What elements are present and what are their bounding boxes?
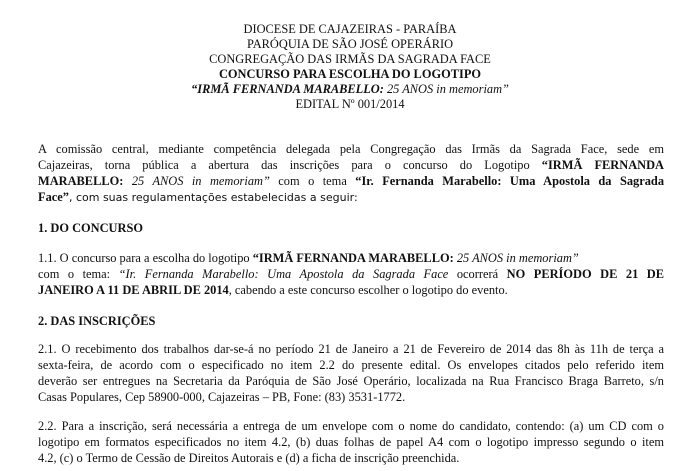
section-1-line-1 xyxy=(38,250,664,266)
section-1-line-2 xyxy=(38,266,664,282)
intro-line-2-text: Cajazeiras, torna pública a abertura das inscrições para o concurso do Logotipo xyxy=(38,158,542,172)
section-1-period-start: NO PERÍODO DE 21 DE xyxy=(506,267,665,281)
section-1-line-3 xyxy=(38,282,664,298)
intro-line-1: A comissão central, mediante competência delegada pela Congregação das Irmãs da Sagrada Face, sede em xyxy=(38,142,664,156)
intro-line-3-text: com o tema xyxy=(269,174,356,188)
section-1-theme: “Ir. Fernanda Marabello: Uma Apostola da Sagrada Face xyxy=(118,267,449,281)
intro-line-4 xyxy=(38,189,664,206)
intro-logo-name-start: “IRMÃ FERNANDA xyxy=(541,158,664,172)
intro-line-4-text: , com suas regulamentações estabelecidas a seguir: xyxy=(68,191,358,204)
header-title-bold: “IRMÃ FERNANDA MARABELLO: xyxy=(191,82,384,96)
section-2-p2-line-1: 2.2. Para a inscrição, será necessária a entrega de um envelope com o nome do candidato, contendo: (a) um CD com o xyxy=(38,419,664,433)
section-2-p1-line-1: 2.1. O recebimento dos trabalhos dar-se-á no período 21 de Janeiro a 21 de Fevereiro de 2014 das 8h às 11h de terça a xyxy=(38,342,664,356)
section-2-p2-line-2: logotipo em formatos especificados no item 4.2, (b) duas folhas de papel A4 com o logotipo impresso segundo o item xyxy=(38,435,664,449)
section-1-logo-subtitle: 25 ANOS in memoriam” xyxy=(453,251,579,265)
intro-logo-subtitle: 25 ANOS in memoriam” xyxy=(123,174,270,188)
header-paroquia: PARÓQUIA DE SÃO JOSÉ OPERÁRIO xyxy=(246,37,454,51)
header-title-italic: 25 ANOS in memoriam” xyxy=(383,82,509,96)
section-2-p1-line-3: deverão ser entregues na Secretaria da Paróquia de São José Operário, localizada na Rua Francisco Braga Barreto, s/n xyxy=(38,374,664,388)
intro-theme-end: Face” xyxy=(38,190,69,204)
section-1-logo-name: “IRMÃ FERNANDA MARABELLO: xyxy=(252,251,454,265)
header-diocese: DIOCESE DE CAJAZEIRAS - PARAÍBA xyxy=(243,22,457,36)
section-1-line-2-text: com o tema: xyxy=(38,267,119,281)
header-edital-number: EDITAL Nº 001/2014 xyxy=(295,97,405,111)
section-1-line-1-text: 1.1. O concurso para a escolha do logotipo xyxy=(38,251,253,265)
section-1-line-3-text: , cabendo a este concurso escolher o logotipo do evento. xyxy=(228,283,508,297)
intro-line-2 xyxy=(38,157,664,173)
intro-theme-start: “Ir. Fernanda Marabello: Uma Apostola da Sagrada xyxy=(355,174,665,188)
section-1-period-end: JANEIRO A 11 DE ABRIL DE 2014 xyxy=(38,283,229,297)
header-title xyxy=(0,82,700,97)
section-2-p1-line-4: Casas Populares, Cep 58900-000, Cajazeiras – PB, Fone: (83) 3531-1772. xyxy=(38,390,406,404)
intro-logo-name-end: MARABELLO: xyxy=(38,174,124,188)
section-2-p2-line-3: 4.2, (c) o Termo de Cessão de Direitos Autorais e (d) a ficha de inscrição preenchida. xyxy=(38,451,460,465)
section-1-line-2-verb: ocorrerá xyxy=(448,267,507,281)
intro-line-3 xyxy=(38,173,664,189)
section-1-heading: 1. DO CONCURSO xyxy=(38,221,143,235)
header-concurso: CONCURSO PARA ESCOLHA DO LOGOTIPO xyxy=(218,67,482,81)
section-2-heading: 2. DAS INSCRIÇÕES xyxy=(38,314,156,328)
section-2-p1-line-2: sexta-feira, de acordo com o especificado no item 2.2 do presente edital. Os envelopes citados pelo referido item xyxy=(38,358,664,372)
header-congregacao: CONGREGAÇÃO DAS IRMÃS DA SAGRADA FACE xyxy=(209,52,491,66)
